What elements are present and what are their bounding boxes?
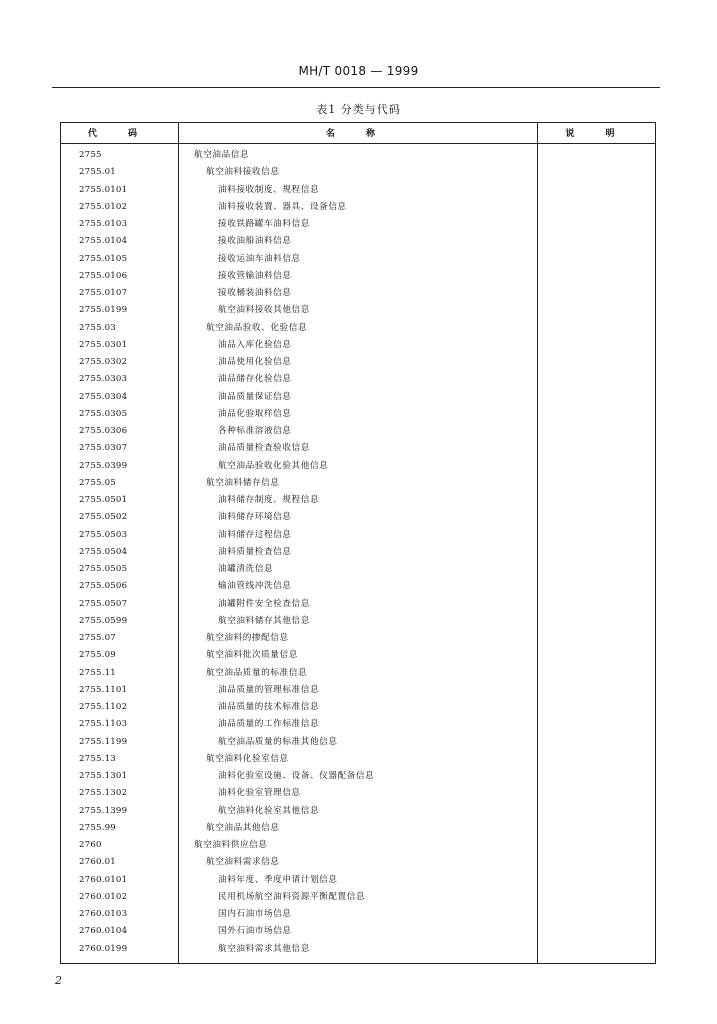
row-code: 2755.0301 bbox=[79, 339, 128, 350]
row-name: 航空油品质量的标准信息 bbox=[206, 667, 308, 678]
row-name: 油品质量的工作标准信息 bbox=[218, 719, 320, 730]
table-row bbox=[61, 302, 655, 319]
row-name: 油品入库化验信息 bbox=[218, 339, 292, 350]
table-row bbox=[61, 285, 655, 302]
table-row bbox=[61, 596, 655, 613]
row-code: 2760.01 bbox=[79, 857, 116, 868]
row-code: 2760.0199 bbox=[79, 943, 128, 954]
table-row bbox=[61, 768, 655, 785]
row-code: 2755.0503 bbox=[79, 529, 128, 540]
table-row bbox=[61, 475, 655, 492]
row-code: 2760.0104 bbox=[79, 926, 128, 937]
column-header-name: 名 称 bbox=[325, 129, 390, 139]
table-row bbox=[61, 578, 655, 595]
row-name: 接收铁路罐车油料信息 bbox=[218, 219, 310, 229]
row-name: 航空油料供应信息 bbox=[194, 840, 268, 850]
row-name: 航空油品质量的标准其他信息 bbox=[218, 736, 338, 747]
row-code: 2760.0101 bbox=[79, 874, 128, 885]
row-name: 国外石油市场信息 bbox=[218, 926, 292, 937]
row-name: 油料化验室管理信息 bbox=[218, 788, 301, 799]
table-row bbox=[61, 164, 655, 181]
table-row bbox=[61, 889, 655, 906]
row-code: 2755.0307 bbox=[79, 443, 128, 454]
row-code: 2755.07 bbox=[79, 633, 116, 643]
row-name: 输油管线冲洗信息 bbox=[218, 581, 292, 592]
table-row bbox=[61, 458, 655, 475]
table-row bbox=[61, 268, 655, 285]
standard-number: MH/T 0018 — 1999 bbox=[298, 64, 419, 78]
row-name: 油料储存环境信息 bbox=[218, 512, 292, 523]
row-name: 航空油品验收、化验信息 bbox=[206, 322, 308, 333]
row-code: 2760.0102 bbox=[79, 891, 128, 902]
table-row bbox=[61, 854, 655, 871]
row-code: 2755.0305 bbox=[79, 408, 128, 419]
row-code: 2755.0504 bbox=[79, 546, 128, 557]
row-name: 油料质量检查信息 bbox=[218, 546, 292, 557]
row-code: 2755.03 bbox=[79, 322, 116, 333]
table-row bbox=[61, 147, 655, 164]
header-rule bbox=[52, 87, 660, 88]
row-name: 航空油品验收化验其他信息 bbox=[218, 460, 329, 471]
row-code: 2755.1301 bbox=[79, 771, 128, 781]
row-code: 2755.0502 bbox=[79, 512, 128, 523]
row-name: 接收油船油料信息 bbox=[218, 236, 292, 247]
row-code: 2755.0101 bbox=[79, 184, 128, 195]
table-row bbox=[61, 216, 655, 233]
table-row bbox=[61, 320, 655, 337]
row-name: 航空油料储存信息 bbox=[206, 477, 280, 488]
row-code: 2760 bbox=[79, 840, 102, 850]
row-code: 2755.0599 bbox=[79, 615, 128, 626]
row-code: 2755.0303 bbox=[79, 374, 128, 385]
table-row bbox=[61, 820, 655, 837]
table-body bbox=[61, 147, 655, 958]
row-code: 2755.1101 bbox=[79, 684, 128, 695]
row-name: 油品化验取样信息 bbox=[218, 408, 292, 419]
classification-table bbox=[60, 122, 656, 964]
row-code: 2755.0105 bbox=[79, 253, 128, 264]
table-row bbox=[61, 337, 655, 354]
table-row bbox=[61, 837, 655, 854]
row-name: 航空油料接收其他信息 bbox=[218, 305, 310, 316]
row-code: 2755.1103 bbox=[79, 719, 128, 730]
row-code: 2755.1102 bbox=[79, 702, 128, 712]
row-name: 油料储存过程信息 bbox=[218, 529, 292, 540]
row-name: 油料接收装置、器具、设备信息 bbox=[218, 201, 347, 212]
table-row bbox=[61, 803, 655, 820]
table-caption: 表1 分类与代码 bbox=[316, 103, 401, 116]
row-name: 油料化验室设施、设备、仪器配备信息 bbox=[218, 771, 375, 781]
row-name: 航空油料化验室其他信息 bbox=[218, 805, 320, 816]
table-row bbox=[61, 199, 655, 216]
table-row bbox=[61, 630, 655, 647]
table-row bbox=[61, 785, 655, 802]
table-row bbox=[61, 544, 655, 561]
table-row bbox=[61, 699, 655, 716]
row-name: 航空油料需求其他信息 bbox=[218, 943, 310, 954]
table-row bbox=[61, 665, 655, 682]
row-code: 2755.05 bbox=[79, 477, 116, 488]
row-code: 2755.1302 bbox=[79, 788, 128, 799]
table-row bbox=[61, 923, 655, 940]
row-name: 各种标准溶液信息 bbox=[218, 426, 292, 436]
row-name: 油品质量保证信息 bbox=[218, 391, 292, 402]
row-name: 接收管输油料信息 bbox=[218, 270, 292, 281]
row-name: 油料接收制度、规程信息 bbox=[218, 184, 320, 195]
row-code: 2755.0302 bbox=[79, 357, 128, 367]
table-row bbox=[61, 647, 655, 664]
table-row bbox=[61, 182, 655, 199]
row-code: 2755.0505 bbox=[79, 564, 128, 574]
row-code: 2755 bbox=[79, 150, 102, 160]
table-row bbox=[61, 251, 655, 268]
row-code: 2755.0103 bbox=[79, 219, 128, 229]
row-name: 航空油品其他信息 bbox=[206, 822, 280, 833]
row-name: 接收运油车油料信息 bbox=[218, 253, 301, 264]
row-name: 国内石油市场信息 bbox=[218, 909, 292, 919]
row-code: 2755.0306 bbox=[79, 426, 128, 436]
row-name: 航空油料批次质量信息 bbox=[206, 650, 298, 661]
column-header-code: 代 码 bbox=[87, 129, 152, 139]
row-name: 民用机场航空油料资源平衡配置信息 bbox=[218, 891, 366, 902]
table-row bbox=[61, 527, 655, 544]
table-row bbox=[61, 233, 655, 250]
row-name: 航空油品信息 bbox=[194, 150, 250, 160]
row-code: 2755.09 bbox=[79, 650, 116, 661]
row-code: 2755.1399 bbox=[79, 805, 128, 816]
row-code: 2755.0506 bbox=[79, 581, 128, 592]
row-code: 2755.01 bbox=[79, 167, 116, 178]
table-row bbox=[61, 371, 655, 388]
table-row bbox=[61, 509, 655, 526]
table-row bbox=[61, 440, 655, 457]
row-name: 油品质量的管理标准信息 bbox=[218, 684, 320, 695]
row-name: 航空油料需求信息 bbox=[206, 857, 280, 868]
row-name: 接收桶装油料信息 bbox=[218, 288, 292, 298]
table-row bbox=[61, 561, 655, 578]
row-name: 油料储存制度、规程信息 bbox=[218, 495, 320, 505]
row-name: 油品质量的技术标准信息 bbox=[218, 702, 320, 712]
table-row bbox=[61, 734, 655, 751]
table-row bbox=[61, 906, 655, 923]
table-row bbox=[61, 492, 655, 509]
table-row bbox=[61, 716, 655, 733]
table-row bbox=[61, 423, 655, 440]
row-code: 2755.1199 bbox=[79, 736, 128, 747]
table-row bbox=[61, 872, 655, 889]
table-row bbox=[61, 354, 655, 371]
row-code: 2755.99 bbox=[79, 822, 116, 833]
row-name: 油料年度、季度申请计划信息 bbox=[218, 874, 338, 885]
row-code: 2755.0102 bbox=[79, 201, 128, 212]
row-code: 2755.0501 bbox=[79, 495, 128, 505]
row-code: 2755.11 bbox=[79, 667, 116, 678]
row-code: 2755.0106 bbox=[79, 270, 128, 281]
row-name: 油罐附件安全检查信息 bbox=[218, 598, 310, 609]
row-name: 航空油料接收信息 bbox=[206, 167, 280, 178]
row-name: 油品使用化验信息 bbox=[218, 357, 292, 367]
row-name: 航空油料化验室信息 bbox=[206, 753, 289, 764]
page-number: 2 bbox=[55, 974, 62, 987]
row-code: 2755.0107 bbox=[79, 288, 128, 298]
row-code: 2755.0507 bbox=[79, 598, 128, 609]
table-row bbox=[61, 406, 655, 423]
row-name: 油品储存化验信息 bbox=[218, 374, 292, 385]
row-code: 2755.0399 bbox=[79, 460, 128, 471]
row-name: 航空油料储存其他信息 bbox=[218, 615, 310, 626]
row-code: 2755.0199 bbox=[79, 305, 128, 316]
column-header-note: 说 明 bbox=[565, 129, 629, 139]
row-name: 航空油料的掺配信息 bbox=[206, 633, 289, 643]
table-row bbox=[61, 389, 655, 406]
row-name: 油罐清洗信息 bbox=[218, 564, 274, 574]
row-code: 2755.0304 bbox=[79, 391, 128, 402]
table-row bbox=[61, 941, 655, 958]
header-divider bbox=[61, 143, 655, 144]
table-row bbox=[61, 682, 655, 699]
row-name: 油品质量检查验收信息 bbox=[218, 443, 310, 454]
table-row bbox=[61, 613, 655, 630]
table-row bbox=[61, 751, 655, 768]
row-code: 2755.0104 bbox=[79, 236, 128, 247]
row-code: 2760.0103 bbox=[79, 909, 128, 919]
row-code: 2755.13 bbox=[79, 753, 116, 764]
